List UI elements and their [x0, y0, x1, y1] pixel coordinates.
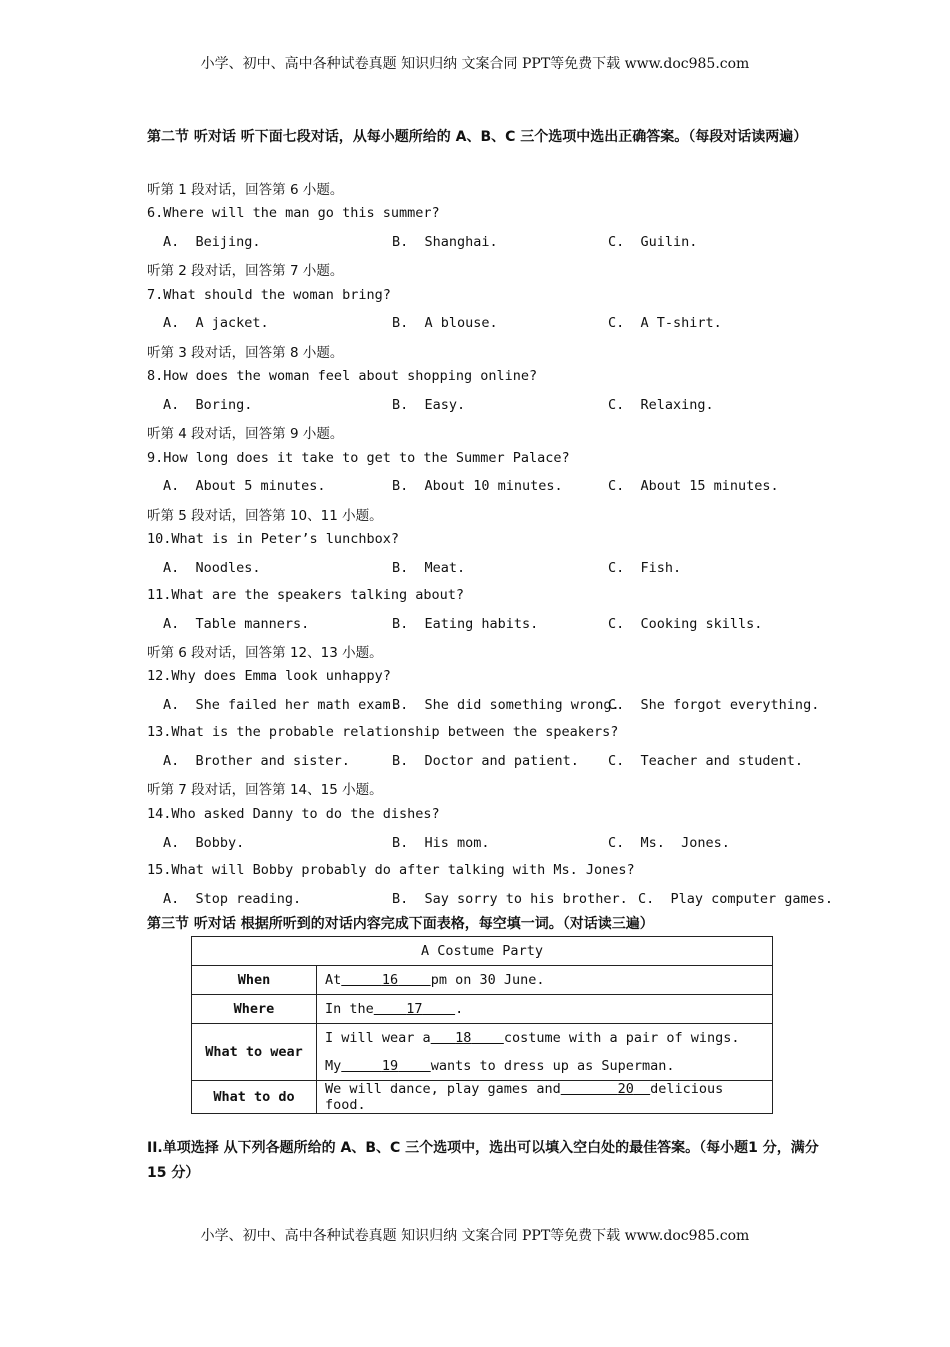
q8-option-b: B. Easy. — [392, 397, 466, 413]
q11-option-b: B. Eating habits. — [392, 616, 539, 632]
question-14: 14.Who asked Danny to do the dishes? — [147, 806, 440, 822]
q6-option-a: A. Beijing. — [163, 234, 261, 250]
q14-option-b: B. His mom. — [392, 835, 490, 851]
question-9: 9.How long does it take to get to the Summer Palace? — [147, 450, 570, 466]
wear-label: What to wear — [192, 1024, 317, 1081]
question-6: 6.Where will the man go this summer? — [147, 205, 440, 221]
question-8: 8.How does the woman feel about shopping online? — [147, 368, 538, 384]
blank-19-number: 19 — [381, 1058, 399, 1074]
wear-cell-2 — [317, 1052, 773, 1081]
when-cell — [317, 966, 773, 995]
q6-option-c: C. Guilin. — [608, 234, 698, 250]
dialog-4-instruction: 听第 4 段对话，回答第 9 小题。 — [147, 426, 344, 442]
q7-option-b: B. A blouse. — [392, 315, 498, 331]
table-title: A Costume Party — [192, 937, 773, 966]
do-pre: We will dance, play games and — [325, 1081, 561, 1097]
wear1-post: costume with a pair of wings. — [503, 1030, 740, 1046]
q9-option-c: C. About 15 minutes. — [608, 478, 779, 494]
question-11: 11.What are the speakers talking about? — [147, 587, 464, 603]
q12-option-b: B. She did something wrong. — [392, 697, 620, 713]
question-10: 10.What is in Peter’s lunchbox? — [147, 531, 399, 547]
section-3-title: 第三节 听对话 根据所听到的对话内容完成下面表格，每空填一词。（对话读三遍） — [147, 916, 654, 932]
q9-option-a: A. About 5 minutes. — [163, 478, 326, 494]
blank-20 — [561, 1081, 650, 1097]
q12-option-a: A. She failed her math exam. — [163, 697, 399, 713]
dialog-1-instruction: 听第 1 段对话，回答第 6 小题。 — [147, 182, 344, 198]
page-header: 小学、初中、高中各种试卷真题 知识归纳 文案合同 PPT等免费下载 www.doc985.com — [200, 56, 750, 72]
section-2-title: 第二节 听对话 听下面七段对话，从每小题所给的 A、B、C 三个选项中选出正确答案。（每段对话读两遍） — [147, 129, 808, 145]
blank-20-number: 20 — [617, 1081, 634, 1097]
q15-option-a: A. Stop reading. — [163, 891, 302, 907]
q11-option-c: C. Cooking skills. — [608, 616, 763, 632]
q15-option-c: C. Play computer games. — [638, 891, 834, 907]
q14-option-a: A. Bobby. — [163, 835, 245, 851]
q10-option-a: A. Noodles. — [163, 560, 261, 576]
question-12: 12.Why does Emma look unhappy? — [147, 668, 391, 684]
dialog-7-instruction: 听第 7 段对话，回答第 14、15 小题。 — [147, 782, 383, 798]
page-footer: 小学、初中、高中各种试卷真题 知识归纳 文案合同 PPT等免费下载 www.doc985.com — [200, 1228, 750, 1244]
when-pre: At — [325, 972, 342, 988]
wear2-post: wants to dress up as Superman. — [430, 1058, 675, 1074]
dialog-6-instruction: 听第 6 段对话，回答第 12、13 小题。 — [147, 645, 383, 661]
q7-option-c: C. A T-shirt. — [608, 315, 722, 331]
where-post: . — [455, 1001, 464, 1017]
q12-option-c: C. She forgot everything. — [608, 697, 820, 713]
where-label: Where — [192, 995, 317, 1024]
blank-19 — [341, 1058, 430, 1074]
when-label: When — [192, 966, 317, 995]
q11-option-a: A. Table manners. — [163, 616, 310, 632]
where-pre: In the — [325, 1001, 374, 1017]
blank-17 — [374, 1001, 455, 1017]
do-label: What to do — [192, 1081, 317, 1114]
blank-17-number: 17 — [406, 1001, 423, 1017]
q14-option-c: C. Ms. Jones. — [608, 835, 730, 851]
blank-18-number: 18 — [455, 1030, 472, 1046]
dialog-5-instruction: 听第 5 段对话，回答第 10、11 小题。 — [147, 508, 383, 524]
do-cell — [317, 1081, 773, 1114]
section-ii-title: II.单项选择 从下列各题所给的 A、B、C 三个选项中，选出可以填入空白处的最佳答案。（每小题1 分，满分 15 分） — [147, 1140, 819, 1181]
blank-18 — [431, 1030, 504, 1046]
q6-option-b: B. Shanghai. — [392, 234, 498, 250]
question-7: 7.What should the woman bring? — [147, 287, 391, 303]
q13-option-b: B. Doctor and patient. — [392, 753, 579, 769]
q10-option-c: C. Fish. — [608, 560, 682, 576]
q7-option-a: A. A jacket. — [163, 315, 269, 331]
q13-option-a: A. Brother and sister. — [163, 753, 350, 769]
do-post: delicious food. — [325, 1081, 724, 1113]
blank-16-number: 16 — [381, 972, 399, 988]
dialog-3-instruction: 听第 3 段对话，回答第 8 小题。 — [147, 345, 344, 361]
wear2-pre: My — [325, 1058, 342, 1074]
q10-option-b: B. Meat. — [392, 560, 466, 576]
where-cell — [317, 995, 773, 1024]
dialog-2-instruction: 听第 2 段对话，回答第 7 小题。 — [147, 263, 344, 279]
wear1-pre: I will wear a — [325, 1030, 431, 1046]
q8-option-a: A. Boring. — [163, 397, 253, 413]
q15-option-b: B. Say sorry to his brother. — [392, 891, 628, 907]
q9-option-b: B. About 10 minutes. — [392, 478, 563, 494]
when-post: pm on 30 June. — [430, 972, 545, 988]
blank-16 — [341, 972, 430, 988]
q13-option-c: C. Teacher and student. — [608, 753, 804, 769]
costume-party-table — [191, 936, 773, 1114]
question-13: 13.What is the probable relationship between the speakers? — [147, 724, 619, 740]
question-15: 15.What will Bobby probably do after talking with Ms. Jones? — [147, 862, 635, 878]
wear-cell-1 — [317, 1024, 773, 1053]
q8-option-c: C. Relaxing. — [608, 397, 714, 413]
